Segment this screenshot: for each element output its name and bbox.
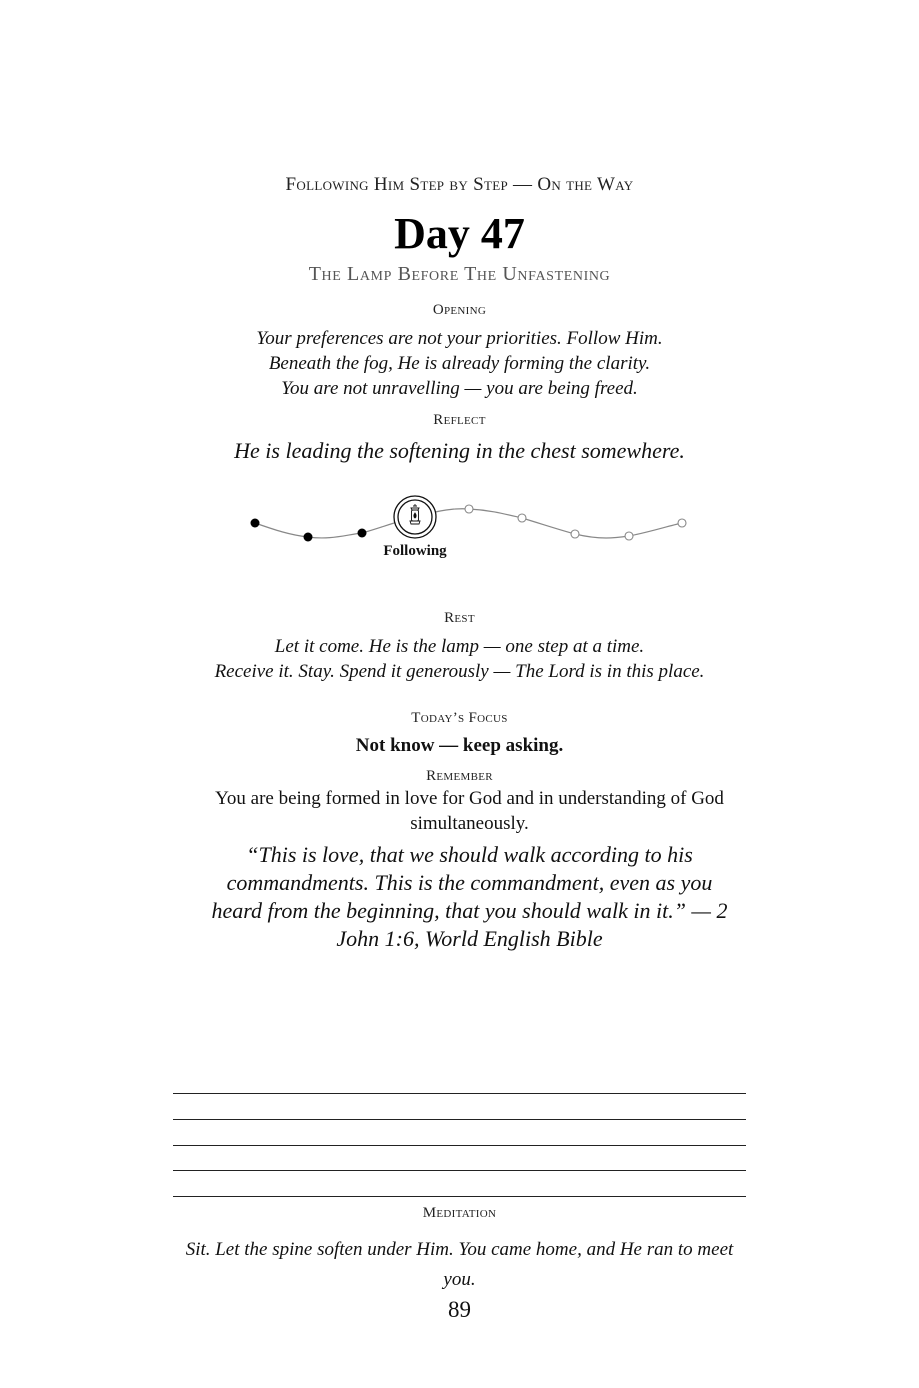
journey-step-2 — [304, 533, 313, 542]
journey-progress-path — [0, 490, 919, 570]
scripture-verse: “This is love, that we should walk according to his commandments. This is the commandment, even as you heard from the beginning, that you should walk in it.” — 2 John 1:6, World English Bible — [211, 842, 728, 951]
journey-step-8 — [625, 532, 633, 540]
journal-line[interactable] — [173, 1170, 746, 1171]
opening-line-2: Beneath the fog, He is already forming the clarity. — [268, 353, 651, 374]
remember-text: You are being formed in love for God and in understanding of God simultaneously. — [215, 788, 724, 834]
day-subtitle: The Lamp Before The Unfastening — [308, 263, 611, 285]
remember-label: Remember — [426, 768, 493, 784]
meditation-label: Meditation — [422, 1205, 497, 1221]
journey-step-6 — [518, 514, 526, 522]
journal-line[interactable] — [173, 1196, 746, 1197]
reflect-label: Reflect — [433, 412, 486, 428]
journey-step-7 — [571, 530, 579, 538]
journey-step-1 — [251, 519, 260, 528]
opening-text — [0, 326, 919, 401]
rest-line-1: Let it come. He is the lamp — one step at a time. — [274, 636, 645, 657]
meditation-text: Sit. Let the spine soften under Him. You came home, and He ran to meet you. — [185, 1239, 734, 1290]
journey-step-3 — [358, 529, 367, 538]
rest-text — [0, 634, 919, 684]
journey-step-5 — [465, 505, 473, 513]
opening-label: Opening — [432, 302, 487, 318]
opening-line-1: Your preferences are not your priorities. Follow Him. — [256, 328, 663, 349]
reflect-text: He is leading the softening in the chest somewhere. — [234, 438, 685, 463]
journey-step-4-current — [394, 496, 436, 538]
focus-text: Not know — keep asking. — [355, 735, 564, 756]
journal-line[interactable] — [173, 1093, 746, 1094]
page-number: 89 — [448, 1297, 471, 1322]
journal-line[interactable] — [173, 1145, 746, 1146]
series-title: Following Him Step by Step — On the Way — [285, 174, 634, 195]
journey-step-9 — [678, 519, 686, 527]
rest-line-2: Receive it. Stay. Spend it generously — The Lord is in this place. — [214, 661, 705, 682]
focus-label: Today’s Focus — [411, 710, 508, 726]
day-title: Day 47 — [394, 209, 525, 258]
journal-line[interactable] — [173, 1119, 746, 1120]
rest-label: Rest — [444, 610, 475, 626]
journey-current-label: Following — [383, 543, 447, 559]
opening-line-3: You are not unravelling — you are being freed. — [281, 378, 638, 399]
